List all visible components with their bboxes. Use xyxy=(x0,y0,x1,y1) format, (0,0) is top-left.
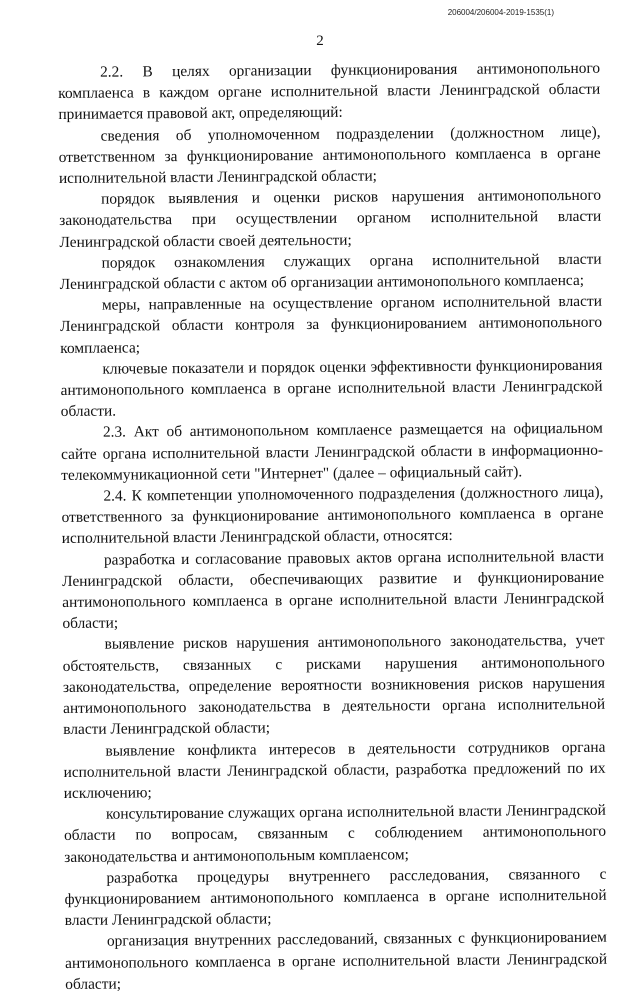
paragraph: порядок ознакомления служащих органа исполнительной власти Ленинградской области с актом об организации антимонопольного комплаенса; xyxy=(59,250,602,294)
document-id: 206004/206004-2019-1535(1) xyxy=(447,8,554,17)
paragraph: порядок выявления и оценки рисков нарушения антимонопольного законодательства при осуществлении органом исполнительной власти Ленинградской области своей деятельности; xyxy=(59,186,602,251)
paragraph: организация внутренних расследований, связанных с функционированием антимонопольного комплаенса в органе исполнительной власти Ленинградской области; xyxy=(65,929,608,993)
document-body xyxy=(58,58,607,995)
paragraph: 2.4. К компетенции уполномоченного подразделения (должностного лица), ответственного за функционирование антимонопольного комплаенса в органе исполнительной власти Ленинградской области, относятся: xyxy=(61,483,604,548)
paragraph: ключевые показатели и порядок оценки эффективности функционирования антимонопольного комплаенса в органе исполнительной власти Ленинградской области. xyxy=(60,356,603,421)
paragraph: выявление рисков нарушения антимонопольного законодательства, учет обстоятельств, связанных с рисками нарушения антимонопольного законодательства, определение вероятности возникновения рисков нарушения антимонопольного законодательства в деятельности органа исполнительной власти Ленинградской области; xyxy=(62,632,606,739)
paragraph: меры, направленные на осуществление органом исполнительной власти Ленинградской области контроля за функционированием антимонопольного комплаенса; xyxy=(60,292,603,357)
paragraph: консультирование служащих органа исполнительной власти Ленинградской области по вопросам, связанным с соблюдением антимонопольного законодательства и антимонопольным комплаенсом; xyxy=(64,801,607,866)
paragraph: 2.2. В целях организации функционирования антимонопольного комплаенса в каждом органе исполнительной власти Ленинградской области принимается правовой акт, определяющий: xyxy=(58,59,601,124)
page-number: 2 xyxy=(316,33,324,49)
paragraph: разработка и согласование правовых актов органа исполнительной власти Ленинградской области, обеспечивающих развитие и функционирование антимонопольного комплаенса в органе исполнительной власти Ленинградской области; xyxy=(62,547,605,633)
paragraph: 2.3. Акт об антимонопольном комплаенсе размещается на официальном сайте органа исполнительной власти Ленинградской области в информационно-телекоммуникационной сети "Интернет" (далее – официальный сайт). xyxy=(61,420,604,484)
paragraph: сведения об уполномоченном подразделении (должностном лице), ответственном за функционирование антимонопольного комплаенса в органе исполнительной власти Ленинградской области; xyxy=(58,123,601,188)
paragraph: выявление конфликта интересов в деятельности сотрудников органа исполнительной власти Ленинградской области, разработка предложений по их исключению; xyxy=(63,738,606,802)
paragraph: разработка процедуры внутреннего расследования, связанного с функционированием антимонопольного комплаенса в органе исполнительной власти Ленинградской области; xyxy=(64,865,607,930)
